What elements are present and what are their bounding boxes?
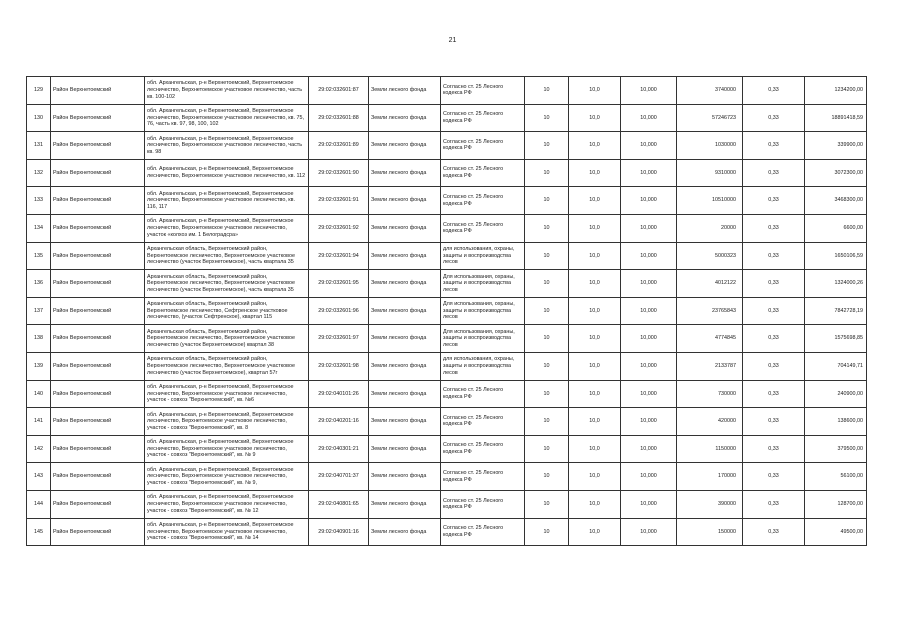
land-category-cell: Земли лесного фонда (369, 380, 441, 408)
rate-cell: 0,33 (743, 77, 805, 105)
rate-cell: 0,33 (743, 380, 805, 408)
value-c-cell: 10,000 (621, 463, 677, 491)
value-c-cell: 10,000 (621, 104, 677, 132)
region-cell: Район Верхнетоемский (51, 408, 145, 436)
cadastral-number-cell: 29:02:032601:94 (309, 242, 369, 270)
rate-cell: 0,33 (743, 297, 805, 325)
region-cell: Район Верхнетоемский (51, 77, 145, 105)
value-a-cell: 10 (525, 408, 569, 436)
permitted-use-cell: Согласно ст. 25 Лесного кодекса РФ (441, 435, 525, 463)
table-row (27, 518, 867, 546)
permitted-use-cell: для использования, охраны, защиты и воспроизводства лесов (441, 242, 525, 270)
address-cell: обл. Архангельская, р-н Верхнетоемский, Верхнетоемское лесничество, Верхнетоемское участковое лесничество, участок - совхоз "Верхнетоемский", кв. № 12 (145, 490, 309, 518)
permitted-use-cell: Для использования, охраны, защиты и воспроизводства лесов (441, 270, 525, 298)
land-category-cell: Земли лесного фонда (369, 435, 441, 463)
table-row (27, 380, 867, 408)
rate-cell: 0,33 (743, 463, 805, 491)
land-category-cell: Земли лесного фонда (369, 104, 441, 132)
area-cell: 170000 (677, 463, 743, 491)
rate-cell: 0,33 (743, 242, 805, 270)
value-b-cell: 10,0 (569, 490, 621, 518)
value-c-cell: 10,000 (621, 159, 677, 187)
value-a-cell: 10 (525, 104, 569, 132)
rate-cell: 0,33 (743, 270, 805, 298)
land-category-cell: Земли лесного фонда (369, 490, 441, 518)
cadastral-number-cell: 29:02:032601:89 (309, 132, 369, 160)
value-b-cell: 10,0 (569, 325, 621, 353)
sum-cell: 1324000,26 (805, 270, 867, 298)
address-cell: Архангельская область, Верхнетоемский район, Верхнетоемское лесничество, Верхнетоемское участковое лесничество (участок Верхнетоемское) квартал 38 (145, 325, 309, 353)
value-c-cell: 10,000 (621, 490, 677, 518)
value-a-cell: 10 (525, 490, 569, 518)
region-cell: Район Верхнетоемский (51, 297, 145, 325)
value-c-cell: 10,000 (621, 270, 677, 298)
address-cell: обл. Архангельская, р-н Верхнетоемский, Верхнетоемское лесничество, Верхнетоемское участковое лесничество, участок - совхоз "Верхнетоемский", кв. № 14 (145, 518, 309, 546)
table-row (27, 104, 867, 132)
row-number: 129 (27, 77, 51, 105)
value-b-cell: 10,0 (569, 77, 621, 105)
table-row (27, 490, 867, 518)
value-a-cell: 10 (525, 159, 569, 187)
cadastral-number-cell: 29:02:032601:90 (309, 159, 369, 187)
area-cell: 57246723 (677, 104, 743, 132)
address-cell: Архангельская область, Верхнетоемский район, Верхнетоемское лесничество, Верхнетоемское участковое лесничество (участок Верхнетоемское), часть квартала 35 (145, 270, 309, 298)
value-b-cell: 10,0 (569, 187, 621, 215)
value-b-cell: 10,0 (569, 242, 621, 270)
value-a-cell: 10 (525, 214, 569, 242)
sum-cell: 3468300,00 (805, 187, 867, 215)
land-category-cell: Земли лесного фонда (369, 77, 441, 105)
address-cell: Архангельская область, Верхнетоемский район, Верхнетоемское лесничество, Сефтренское участковое лесничество, (участок Сефтренское), квартал 115 (145, 297, 309, 325)
cadastral-number-cell: 29:02:040701:37 (309, 463, 369, 491)
address-cell: обл. Архангельская, р-н Верхнетоемский, Верхнетоемское лесничество, Верхнетоемское участковое лесничество, участок - совхоз "Верхнетоемский", кв. № 9, (145, 463, 309, 491)
value-c-cell: 10,000 (621, 132, 677, 160)
row-number: 138 (27, 325, 51, 353)
sum-cell: 1234200,00 (805, 77, 867, 105)
value-c-cell: 10,000 (621, 214, 677, 242)
rate-cell: 0,33 (743, 518, 805, 546)
value-c-cell: 10,000 (621, 187, 677, 215)
area-cell: 20000 (677, 214, 743, 242)
table-body (27, 77, 867, 546)
rate-cell: 0,33 (743, 490, 805, 518)
region-cell: Район Верхнетоемский (51, 242, 145, 270)
value-b-cell: 10,0 (569, 132, 621, 160)
land-category-cell: Земли лесного фонда (369, 463, 441, 491)
region-cell: Район Верхнетоемский (51, 380, 145, 408)
address-cell: Архангельская область, Верхнетоемский район, Верхнетоемское лесничество, Верхнетоемское участковое лесничество (участок Верхнетоемское), квартал 57г (145, 352, 309, 380)
area-cell: 1150000 (677, 435, 743, 463)
permitted-use-cell: для использования, охраны, защиты и воспроизводства лесов (441, 352, 525, 380)
area-cell: 23765843 (677, 297, 743, 325)
land-category-cell: Земли лесного фонда (369, 408, 441, 436)
sum-cell: 1650106,59 (805, 242, 867, 270)
land-category-cell: Земли лесного фонда (369, 270, 441, 298)
region-cell: Район Верхнетоемский (51, 159, 145, 187)
value-b-cell: 10,0 (569, 104, 621, 132)
cadastral-number-cell: 29:02:032601:88 (309, 104, 369, 132)
value-a-cell: 10 (525, 270, 569, 298)
row-number: 140 (27, 380, 51, 408)
address-cell: обл. Архангельская, р-н Верхнетоемский, Верхнетоемское лесничество, Верхнетоемское участковое лесничество, участок - совхоз "Верхнетоемский", кв. №6 (145, 380, 309, 408)
table-row (27, 242, 867, 270)
sum-cell: 128700,00 (805, 490, 867, 518)
permitted-use-cell: Согласно ст. 25 Лесного кодекса РФ (441, 380, 525, 408)
value-c-cell: 10,000 (621, 435, 677, 463)
row-number: 141 (27, 408, 51, 436)
land-category-cell: Земли лесного фонда (369, 518, 441, 546)
cadastral-number-cell: 29:02:040901:16 (309, 518, 369, 546)
land-category-cell: Земли лесного фонда (369, 132, 441, 160)
region-cell: Район Верхнетоемский (51, 104, 145, 132)
table-row (27, 435, 867, 463)
permitted-use-cell: Согласно ст. 25 Лесного кодекса РФ (441, 214, 525, 242)
address-cell: обл. Архангельская, р-н Верхнетоемский, Верхнетоемское лесничество, Верхнетоемское участковое лесничество, участок - совхоз "Верхнетоемский", кв. 8 (145, 408, 309, 436)
area-cell: 420000 (677, 408, 743, 436)
value-a-cell: 10 (525, 325, 569, 353)
table-row (27, 352, 867, 380)
sum-cell: 704149,71 (805, 352, 867, 380)
region-cell: Район Верхнетоемский (51, 270, 145, 298)
address-cell: обл. Архангельская, р-н Верхнетоемский, Верхнетоемское лесничество, Верхнетоемское участковое лесничество, участок «колхоз им. 1 Белоградсра» (145, 214, 309, 242)
table-row (27, 270, 867, 298)
rate-cell: 0,33 (743, 325, 805, 353)
land-category-cell: Земли лесного фонда (369, 242, 441, 270)
land-plots-table (26, 76, 867, 546)
region-cell: Район Верхнетоемский (51, 214, 145, 242)
value-b-cell: 10,0 (569, 408, 621, 436)
row-number: 132 (27, 159, 51, 187)
area-cell: 4012122 (677, 270, 743, 298)
sum-cell: 18891418,59 (805, 104, 867, 132)
table-row (27, 463, 867, 491)
value-c-cell: 10,000 (621, 325, 677, 353)
row-number: 144 (27, 490, 51, 518)
cadastral-number-cell: 29:02:032601:87 (309, 77, 369, 105)
area-cell: 4774845 (677, 325, 743, 353)
row-number: 133 (27, 187, 51, 215)
land-category-cell: Земли лесного фонда (369, 297, 441, 325)
rate-cell: 0,33 (743, 214, 805, 242)
cadastral-number-cell: 29:02:032601:96 (309, 297, 369, 325)
value-a-cell: 10 (525, 352, 569, 380)
value-a-cell: 10 (525, 435, 569, 463)
value-a-cell: 10 (525, 297, 569, 325)
page-number: 21 (448, 37, 457, 44)
table-row (27, 297, 867, 325)
value-c-cell: 10,000 (621, 297, 677, 325)
value-c-cell: 10,000 (621, 77, 677, 105)
row-number: 145 (27, 518, 51, 546)
permitted-use-cell: Согласно ст. 25 Лесного кодекса РФ (441, 518, 525, 546)
sum-cell: 6600,00 (805, 214, 867, 242)
value-a-cell: 10 (525, 132, 569, 160)
area-cell: 3740000 (677, 77, 743, 105)
permitted-use-cell: Согласно ст. 25 Лесного кодекса РФ (441, 490, 525, 518)
cadastral-number-cell: 29:02:032601:91 (309, 187, 369, 215)
value-b-cell: 10,0 (569, 380, 621, 408)
rate-cell: 0,33 (743, 435, 805, 463)
row-number: 134 (27, 214, 51, 242)
permitted-use-cell: Согласно ст. 25 Лесного кодекса РФ (441, 463, 525, 491)
cadastral-number-cell: 29:02:032601:92 (309, 214, 369, 242)
permitted-use-cell: Согласно ст. 25 Лесного кодекса РФ (441, 104, 525, 132)
area-cell: 2133787 (677, 352, 743, 380)
sum-cell: 240900,00 (805, 380, 867, 408)
rate-cell: 0,33 (743, 104, 805, 132)
region-cell: Район Верхнетоемский (51, 352, 145, 380)
region-cell: Район Верхнетоемский (51, 518, 145, 546)
land-category-cell: Земли лесного фонда (369, 352, 441, 380)
region-cell: Район Верхнетоемский (51, 490, 145, 518)
address-cell: обл. Архангельская, р-н Верхнетоемский, Верхнетоемское лесничество, Верхнетоемское участковое лесничество, участок - совхоз "Верхнетоемский", кв. № 9 (145, 435, 309, 463)
address-cell: обл. Архангельская, р-н Верхнетоемский, Верхнетоемское лесничество, Верхнетоемское участковое лесничество, часть кв. 100-102 (145, 77, 309, 105)
address-cell: Архангельская область, Верхнетоемский район, Верхнетоемское лесничество, Верхнетоемское участковое лесничество (участок Верхнетоемское), часть квартала 35 (145, 242, 309, 270)
cadastral-number-cell: 29:02:040201:16 (309, 408, 369, 436)
rate-cell: 0,33 (743, 132, 805, 160)
land-category-cell: Земли лесного фонда (369, 159, 441, 187)
land-category-cell: Земли лесного фонда (369, 214, 441, 242)
address-cell: обл. Архангельская, р-н Верхнетоемский, Верхнетоемское лесничество, Верхнетоемское участковое лесничество, кв. 75, 76, часть кв. 97, 98, 100, 102 (145, 104, 309, 132)
table-row (27, 325, 867, 353)
cadastral-number-cell: 29:02:032601:97 (309, 325, 369, 353)
table-row (27, 132, 867, 160)
address-cell: обл. Архангельская, р-н Верхнетоемский, Верхнетоемское лесничество, Верхнетоемское участковое лесничество, часть кв. 98 (145, 132, 309, 160)
value-c-cell: 10,000 (621, 408, 677, 436)
cadastral-number-cell: 29:02:032601:98 (309, 352, 369, 380)
rate-cell: 0,33 (743, 187, 805, 215)
value-a-cell: 10 (525, 187, 569, 215)
sum-cell: 339900,00 (805, 132, 867, 160)
address-cell: обл. Архангельская, р-н Верхнетоемский, Верхнетоемское лесничество, Верхнетоемское участковое лесничество, кв. 116, 117 (145, 187, 309, 215)
land-category-cell: Земли лесного фонда (369, 325, 441, 353)
permitted-use-cell: Согласно ст. 25 Лесного кодекса РФ (441, 187, 525, 215)
permitted-use-cell: Согласно ст. 25 Лесного кодекса РФ (441, 408, 525, 436)
area-cell: 390000 (677, 490, 743, 518)
region-cell: Район Верхнетоемский (51, 325, 145, 353)
value-b-cell: 10,0 (569, 352, 621, 380)
cadastral-number-cell: 29:02:032601:95 (309, 270, 369, 298)
cadastral-number-cell: 29:02:040801:65 (309, 490, 369, 518)
area-cell: 730000 (677, 380, 743, 408)
table-row (27, 214, 867, 242)
permitted-use-cell: Согласно ст. 25 Лесного кодекса РФ (441, 77, 525, 105)
table-row (27, 77, 867, 105)
value-c-cell: 10,000 (621, 518, 677, 546)
value-a-cell: 10 (525, 518, 569, 546)
cadastral-number-cell: 29:02:040301:21 (309, 435, 369, 463)
region-cell: Район Верхнетоемский (51, 435, 145, 463)
value-b-cell: 10,0 (569, 435, 621, 463)
value-b-cell: 10,0 (569, 518, 621, 546)
region-cell: Район Верхнетоемский (51, 463, 145, 491)
sum-cell: 379500,00 (805, 435, 867, 463)
value-a-cell: 10 (525, 242, 569, 270)
sum-cell: 7842728,19 (805, 297, 867, 325)
sum-cell: 49500,00 (805, 518, 867, 546)
rate-cell: 0,33 (743, 408, 805, 436)
sum-cell: 1575698,85 (805, 325, 867, 353)
row-number: 131 (27, 132, 51, 160)
sum-cell: 56100,00 (805, 463, 867, 491)
region-cell: Район Верхнетоемский (51, 132, 145, 160)
row-number: 130 (27, 104, 51, 132)
permitted-use-cell: Согласно ст. 25 Лесного кодекса РФ (441, 132, 525, 160)
table-row (27, 159, 867, 187)
value-a-cell: 10 (525, 77, 569, 105)
cadastral-number-cell: 29:02:040101:26 (309, 380, 369, 408)
permitted-use-cell: Для использования, охраны, защиты и воспроизводства лесов (441, 325, 525, 353)
area-cell: 1030000 (677, 132, 743, 160)
area-cell: 5000323 (677, 242, 743, 270)
value-c-cell: 10,000 (621, 242, 677, 270)
value-b-cell: 10,0 (569, 159, 621, 187)
rate-cell: 0,33 (743, 159, 805, 187)
area-cell: 9310000 (677, 159, 743, 187)
value-a-cell: 10 (525, 380, 569, 408)
table-row (27, 408, 867, 436)
address-cell: обл. Архангельская, р-н Верхнетоемский, Верхнетоемское лесничество, Верхнетоемское участковое лесничество, кв. 112 (145, 159, 309, 187)
row-number: 142 (27, 435, 51, 463)
row-number: 139 (27, 352, 51, 380)
value-b-cell: 10,0 (569, 297, 621, 325)
permitted-use-cell: Для использования, охраны, защиты и воспроизводства лесов (441, 297, 525, 325)
table-row (27, 187, 867, 215)
land-category-cell: Земли лесного фонда (369, 187, 441, 215)
value-c-cell: 10,000 (621, 380, 677, 408)
sum-cell: 138600,00 (805, 408, 867, 436)
sum-cell: 3072300,00 (805, 159, 867, 187)
value-c-cell: 10,000 (621, 352, 677, 380)
value-b-cell: 10,0 (569, 463, 621, 491)
row-number: 143 (27, 463, 51, 491)
value-a-cell: 10 (525, 463, 569, 491)
row-number: 137 (27, 297, 51, 325)
rate-cell: 0,33 (743, 352, 805, 380)
permitted-use-cell: Согласно ст. 25 Лесного кодекса РФ (441, 159, 525, 187)
row-number: 135 (27, 242, 51, 270)
row-number: 136 (27, 270, 51, 298)
value-b-cell: 10,0 (569, 214, 621, 242)
area-cell: 10510000 (677, 187, 743, 215)
area-cell: 150000 (677, 518, 743, 546)
value-b-cell: 10,0 (569, 270, 621, 298)
region-cell: Район Верхнетоемский (51, 187, 145, 215)
